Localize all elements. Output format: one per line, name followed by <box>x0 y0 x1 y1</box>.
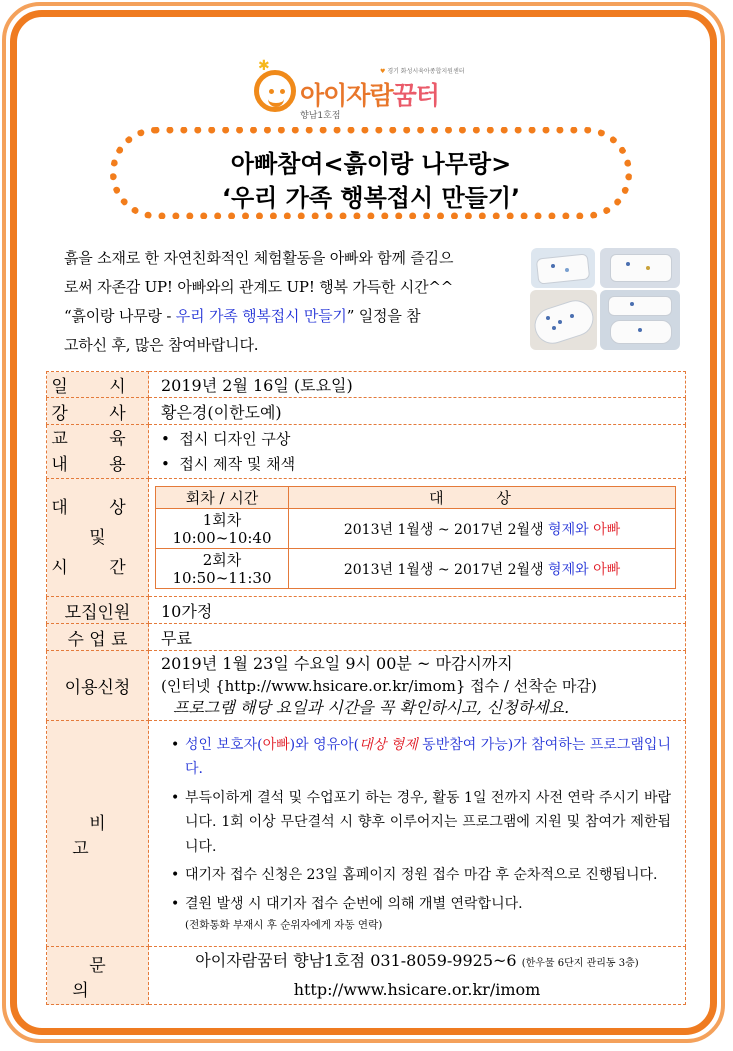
plate-photo-1 <box>531 248 595 288</box>
intro-line1: 흙을 소재로 한 자연친화적인 체험활동을 아빠와 함께 즐김으 <box>64 249 454 267</box>
notes-label: 비 고 <box>47 721 149 947</box>
plate-photo-4 <box>600 290 680 350</box>
fee-label: 수 업 료 <box>47 624 149 651</box>
session-target: 2013년 1월생 ~ 2017년 2월생 형제와 아빠 <box>289 509 676 549</box>
apply-line1: 2019년 1월 23일 수요일 9시 00분 ~ 마감시까지 <box>161 653 513 673</box>
notes-value <box>149 721 686 947</box>
session-time: 2회차 10:50~11:30 <box>156 549 289 589</box>
logo-branch: 향남1호점 <box>300 111 341 121</box>
intro-line4: 고하신 후, 많은 참여바랍니다. <box>64 336 259 354</box>
logo <box>248 58 498 128</box>
note-item: • 성인 보호자(아빠)와 영유아(대상 형제 동반참여 가능)가 참여하는 프로그램입니다. <box>171 733 671 782</box>
instructor-label: 강 사 <box>47 398 149 425</box>
title-line1: 아빠참여<흙이랑 나무랑> <box>230 150 512 178</box>
contact-line1: 아이자람꿈터 향남1호점 031-8059-9925~6 (한우물 6단지 관리동 3층) <box>195 951 639 970</box>
title-line2: ‘우리 가족 행복접시 만들기’ <box>221 184 521 212</box>
logo-name: 아이자람꿈터 <box>300 81 439 110</box>
capacity-label: 모집인원 <box>47 597 149 624</box>
note-item: • 결원 발생 시 대기자 접수 순번에 의해 개별 연락합니다. <box>171 892 671 917</box>
star-icon: ✱ <box>258 58 270 74</box>
row-fee <box>47 624 686 651</box>
session-time: 1회차 10:00~10:40 <box>156 509 289 549</box>
row-notes <box>47 721 686 947</box>
date-label: 일 시 <box>47 372 149 398</box>
capacity-value: 10가정 <box>149 597 686 624</box>
apply-line3: 프로그램 해당 요일과 시간을 꼭 확인하시고, 신청하세요. <box>173 697 570 717</box>
sched-header-target: 대 상 <box>289 487 676 509</box>
sched-header-time: 회차 / 시간 <box>156 487 289 509</box>
row-instructor <box>47 398 686 425</box>
row-contact <box>47 947 686 1005</box>
content-item: • 접시 제작 및 채색 <box>161 454 296 473</box>
session-row <box>156 509 676 549</box>
instructor-value: 황은경(이한도예) <box>149 398 686 425</box>
content-item: • 접시 디자인 구상 <box>161 429 291 448</box>
note-item: • 부득이하게 결석 및 수업포기 하는 경우, 활동 1일 전까지 사전 연락 주시기 바랍니다. 1회 이상 무단결석 시 향후 이루어지는 프로그램에 지원 및 참여가 제한됩니다. <box>171 786 671 860</box>
date-value: 2019년 2월 16일 (토요일) <box>149 372 686 398</box>
session-target: 2013년 1월생 ~ 2017년 2월생 형제와 아빠 <box>289 549 676 589</box>
target-value <box>149 479 686 597</box>
apply-label: 이용신청 <box>47 651 149 721</box>
session-row <box>156 549 676 589</box>
content-label: 교 육 내 용 <box>47 425 149 479</box>
note-small: (전화통화 부재시 후 순위자에게 자동 연락) <box>185 919 383 932</box>
note-item: • 대기자 접수 신청은 23일 홈페이지 정원 접수 마감 후 순차적으로 진행됩니다. <box>171 863 671 888</box>
apply-value <box>149 651 686 721</box>
title-box <box>110 127 632 219</box>
smiley-face-icon <box>254 70 296 112</box>
row-date <box>47 372 686 398</box>
contact-value <box>149 947 686 1005</box>
intro-line2: 로써 자존감 UP! 아빠와의 관계도 UP! 행복 가득한 시간^^ <box>64 278 454 296</box>
row-content <box>47 425 686 479</box>
fee-value: 무료 <box>149 624 686 651</box>
target-label: 대 상 및 시 간 <box>47 479 149 597</box>
intro-line3: “흙이랑 나무랑 - 우리 가족 행복접시 만들기” 일정을 참 <box>64 307 421 325</box>
contact-label: 문 의 <box>47 947 149 1005</box>
intro-text <box>64 244 530 360</box>
plate-photo-2 <box>600 248 680 288</box>
schedule-table <box>155 486 676 589</box>
row-capacity <box>47 597 686 624</box>
contact-url: http://www.hsicare.or.kr/imom <box>293 980 541 999</box>
logo-center: ♥ 경기 화성시육아종합지원센터 <box>380 68 465 75</box>
row-target <box>47 479 686 597</box>
info-table <box>46 371 686 1005</box>
plate-photo-3 <box>530 290 597 350</box>
apply-line2: (인터넷 {http://www.hsicare.or.kr/imom} 접수 / 선착순 마감) <box>161 676 597 695</box>
content-value <box>149 425 686 479</box>
row-apply <box>47 651 686 721</box>
